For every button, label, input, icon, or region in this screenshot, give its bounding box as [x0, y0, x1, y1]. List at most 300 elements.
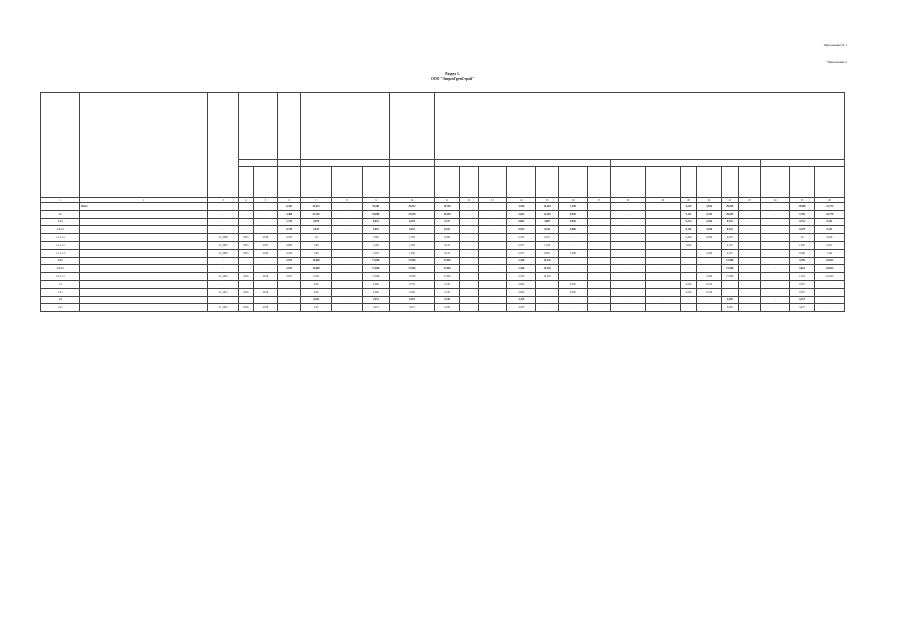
cell-value: 21_0005	[208, 249, 239, 257]
cell-value: -	[559, 257, 588, 265]
cell-value: 1,8	[301, 234, 332, 242]
cell-value: 0,595	[559, 288, 588, 296]
column-number: 8	[332, 198, 363, 203]
col-header	[459, 167, 478, 198]
cell-value: 3,475	[389, 296, 434, 304]
cell-value: 1,045	[536, 241, 559, 249]
col-header	[610, 167, 645, 198]
column-number: 16	[559, 198, 588, 203]
cell-value: 10,356	[435, 210, 460, 218]
col-header	[761, 167, 790, 198]
cell-value: -	[680, 296, 697, 304]
cell-value: 2,027	[790, 280, 815, 288]
col-header	[301, 160, 390, 167]
cell-value: 0,231	[814, 226, 844, 234]
cell-value: 2,355	[697, 210, 722, 218]
cell-value	[478, 273, 507, 281]
cell-value: 0,040	[790, 249, 815, 257]
col-header	[435, 160, 610, 167]
cell-value: 2018	[253, 304, 278, 312]
row-code: 1.3	[41, 280, 80, 288]
cell-value: -	[610, 265, 645, 273]
cell-value: 1,80	[301, 241, 332, 249]
cell-value: 3,475	[507, 296, 536, 304]
header-row	[41, 93, 845, 160]
cell-value: 3,475	[507, 304, 536, 312]
cell-value	[738, 241, 761, 249]
cell-value: 26,695	[722, 210, 739, 218]
cell-value: -	[738, 218, 761, 226]
cell-value: -	[253, 265, 278, 273]
cell-value: -	[253, 218, 278, 226]
column-number: 1	[41, 198, 80, 203]
cell-value: -	[478, 265, 507, 273]
cell-value: 4,751	[790, 218, 815, 226]
col-header	[761, 160, 845, 167]
cell-value: 6,839	[559, 210, 588, 218]
cell-value: 2,975	[278, 265, 301, 273]
cell-value: 2,204	[697, 218, 722, 226]
cell-value	[680, 273, 697, 281]
cell-value: 0,595	[559, 280, 588, 288]
col-header	[41, 93, 80, 198]
cell-value	[239, 203, 253, 211]
cell-value: 1,180	[362, 241, 389, 249]
cell-value: -	[559, 273, 588, 281]
cell-value	[645, 273, 680, 281]
column-number: 26	[814, 198, 844, 203]
cell-value: 1,440	[507, 257, 536, 265]
cell-value: 2018	[253, 273, 278, 281]
row-code: 1.2.1.1.1	[41, 273, 80, 281]
appendix-line: "Приложение 2	[826, 60, 847, 64]
column-number: 15	[536, 198, 559, 203]
cell-value: 17,060	[722, 257, 739, 265]
cell-value: -	[478, 296, 507, 304]
cell-value: 17,065	[389, 257, 434, 265]
cell-value: 17,060	[362, 273, 389, 281]
cell-value: -10,778	[814, 210, 844, 218]
col-header	[239, 167, 253, 198]
cell-value: 0,251	[536, 234, 559, 242]
cell-value	[761, 234, 790, 242]
table-row	[41, 288, 845, 296]
cell-value: -10,022	[814, 257, 844, 265]
cell-value: 3,475	[790, 304, 815, 312]
cell-value: 29,020	[722, 203, 739, 211]
cell-value	[645, 203, 680, 211]
col-header	[790, 167, 815, 198]
cell-value	[645, 249, 680, 257]
row-code: 1.2.1	[41, 257, 80, 265]
cell-value: -	[332, 226, 363, 234]
cell-value: 0,110	[680, 226, 697, 234]
col-header	[239, 160, 278, 167]
document-title-block	[0, 72, 905, 82]
table-row	[41, 265, 845, 273]
cell-value: -	[722, 280, 739, 288]
cell-value	[587, 249, 610, 257]
cell-value: -	[278, 288, 301, 296]
cell-value: 17,060	[362, 257, 389, 265]
cell-value: 2,595	[389, 288, 434, 296]
cell-value: 21_0012	[208, 304, 239, 312]
cell-value: 24,515	[301, 203, 332, 211]
col-header	[738, 167, 761, 198]
col-header	[559, 167, 588, 198]
row-name	[80, 218, 208, 226]
cell-value: 11,255	[536, 210, 559, 218]
cell-value	[761, 218, 790, 226]
cell-value	[610, 304, 645, 312]
cell-value: 0,075	[507, 249, 536, 257]
row-name	[80, 257, 208, 265]
cell-value: -	[536, 304, 559, 312]
table-row	[41, 234, 845, 242]
cell-value: -	[208, 210, 239, 218]
cell-value: 0,470	[278, 234, 301, 242]
cell-value: 2015	[239, 241, 253, 249]
cell-value: -	[738, 226, 761, 234]
cell-value: 0,016	[814, 234, 844, 242]
cell-value: 17,060	[722, 265, 739, 273]
cell-value: -	[814, 280, 844, 288]
cell-value	[587, 241, 610, 249]
cell-value: -	[239, 210, 253, 218]
row-name	[80, 234, 208, 242]
appendix-line: Приложение № 1	[823, 43, 847, 47]
cell-value	[645, 241, 680, 249]
cell-value	[738, 249, 761, 257]
cell-value: -	[587, 265, 610, 273]
cell-value: -	[610, 210, 645, 218]
row-name	[80, 241, 208, 249]
cell-value: -	[208, 226, 239, 234]
cell-value: -	[559, 296, 588, 304]
cell-value: -	[459, 218, 478, 226]
cell-value	[478, 203, 507, 211]
cell-value	[680, 249, 697, 257]
cell-value	[697, 241, 722, 249]
cell-value: 0,947	[536, 249, 559, 257]
cell-value	[738, 234, 761, 242]
col-header	[301, 167, 332, 198]
cell-value	[478, 304, 507, 312]
cell-value	[610, 288, 645, 296]
column-number: 5	[253, 198, 278, 203]
cell-value	[761, 304, 790, 312]
cell-value	[738, 304, 761, 312]
cell-value: 0,115	[435, 249, 460, 257]
cell-value: 1,735	[278, 218, 301, 226]
cell-value: -	[645, 265, 680, 273]
cell-value: 0,074	[507, 226, 536, 234]
cell-value	[761, 280, 790, 288]
cell-value: 1,250	[362, 249, 389, 257]
cell-value: 0,980	[278, 241, 301, 249]
cell-value: 0,244	[536, 226, 559, 234]
cell-value: 3,887	[536, 218, 559, 226]
table-row	[41, 273, 845, 281]
cell-value: 3,486	[278, 210, 301, 218]
cell-value	[645, 280, 680, 288]
cell-value: 17,060	[362, 265, 389, 273]
column-number: 13	[478, 198, 507, 203]
row-name	[80, 296, 208, 304]
column-number: 7	[301, 198, 332, 203]
cell-value	[738, 203, 761, 211]
cell-value: 23,095	[389, 210, 434, 218]
cell-value: 1,192	[814, 249, 844, 257]
cell-value: 2,040	[697, 249, 722, 257]
cell-value: -	[559, 234, 588, 242]
cell-value: 2,027	[790, 288, 815, 296]
col-header	[587, 167, 610, 198]
cell-value	[587, 234, 610, 242]
cell-value: 3,450	[722, 296, 739, 304]
cell-value: 2016	[239, 288, 253, 296]
column-number: 12	[459, 198, 478, 203]
cell-value: 14,204	[536, 203, 559, 211]
row-name	[80, 226, 208, 234]
cell-value: 3,610	[301, 226, 332, 234]
table-row	[41, 249, 845, 257]
cell-value	[332, 280, 363, 288]
cell-value	[738, 280, 761, 288]
cell-value: -	[761, 210, 790, 218]
cell-value: -	[239, 280, 253, 288]
cell-value	[478, 249, 507, 257]
cell-value: -	[239, 226, 253, 234]
cell-value: -	[239, 296, 253, 304]
table-row	[41, 218, 845, 226]
col-header	[814, 167, 844, 198]
cell-value: -	[478, 210, 507, 218]
cell-value	[697, 257, 722, 265]
cell-value	[761, 203, 790, 211]
cell-value: 0,739	[278, 226, 301, 234]
cell-value	[761, 257, 790, 265]
cell-value: 17,060	[722, 273, 739, 281]
col-header	[253, 167, 278, 198]
cell-value: 19,080	[790, 203, 815, 211]
cell-value: 3,610	[790, 265, 815, 273]
cell-value: -	[332, 265, 363, 273]
row-code: 1.1.1.1.2	[41, 241, 80, 249]
cell-value: 3,45	[301, 304, 332, 312]
cell-value: 21_0010	[208, 273, 239, 281]
cell-value: 2,652	[697, 203, 722, 211]
cell-value: -	[332, 296, 363, 304]
cell-value: -	[459, 241, 478, 249]
cell-value: 4,478	[790, 226, 815, 234]
cell-value	[332, 203, 363, 211]
cell-value	[587, 257, 610, 265]
cell-value: 6,445	[278, 203, 301, 211]
column-number: 14	[507, 198, 536, 203]
cell-value: 0,864	[507, 218, 536, 226]
column-number: 17	[587, 198, 610, 203]
cell-value: -	[459, 203, 478, 211]
col-header	[362, 167, 389, 198]
cell-value: -	[738, 265, 761, 273]
column-number: 10	[389, 198, 434, 203]
cell-value: 3,450	[301, 296, 332, 304]
table-row	[41, 257, 845, 265]
cell-value: 2018	[253, 288, 278, 296]
cell-value: 2015	[239, 234, 253, 242]
cell-value: 2,00	[301, 288, 332, 296]
cell-value: 3,785	[790, 257, 815, 265]
cell-value: -	[253, 226, 278, 234]
cell-value: 3,245	[435, 296, 460, 304]
column-number: 9	[362, 198, 389, 203]
cell-value: -	[459, 234, 478, 242]
cell-value: 21_0007	[208, 241, 239, 249]
cell-value: -	[459, 265, 478, 273]
row-code: 1.1.1	[41, 218, 80, 226]
cell-value: -	[459, 257, 478, 265]
column-number: 19	[645, 198, 680, 203]
cell-value: 2,350	[507, 273, 536, 281]
cell-value: -	[814, 288, 844, 296]
cell-value: 2,00	[301, 280, 332, 288]
cell-value: -	[559, 241, 588, 249]
cell-value: 0,800	[559, 226, 588, 234]
cell-value: -	[738, 210, 761, 218]
column-number: 23	[738, 198, 761, 203]
col-header	[239, 93, 278, 160]
cell-value: 15,600	[301, 265, 332, 273]
cell-value	[680, 257, 697, 265]
cell-value: 2,054	[507, 210, 536, 218]
col-header	[278, 167, 301, 198]
cell-value: 2,735	[389, 280, 434, 288]
col-header	[301, 93, 390, 160]
cell-value: 14,335	[536, 265, 559, 273]
cell-value: -	[459, 210, 478, 218]
cell-value	[645, 234, 680, 242]
column-number: 22	[722, 198, 739, 203]
cell-value: 2,040	[697, 273, 722, 281]
cell-value: -	[253, 280, 278, 288]
col-header	[435, 167, 460, 198]
cell-value	[587, 218, 610, 226]
cell-value	[738, 273, 761, 281]
cell-value	[761, 241, 790, 249]
cell-value: 0,300	[697, 234, 722, 242]
cell-value: -	[680, 265, 697, 273]
cell-value: -	[697, 265, 722, 273]
cell-value	[645, 257, 680, 265]
cell-value: 21_0006	[208, 234, 239, 242]
cell-value: 1,180	[389, 241, 434, 249]
cell-value: 2,975	[278, 273, 301, 281]
col-header	[536, 167, 559, 198]
cell-value: -	[761, 296, 790, 304]
cell-value: 2015	[239, 249, 253, 257]
cell-value: 0,244	[722, 226, 739, 234]
cell-value: -	[208, 296, 239, 304]
row-code: 1.1.1.1.1	[41, 234, 80, 242]
column-number: 20	[680, 198, 697, 203]
cell-value	[645, 288, 680, 296]
row-name	[80, 288, 208, 296]
cell-value: 3,737	[435, 218, 460, 226]
cell-value: 18,685	[362, 210, 389, 218]
cell-value	[610, 257, 645, 265]
cell-value: 17,065	[389, 265, 434, 273]
cell-value	[645, 304, 680, 312]
col-header	[332, 167, 363, 198]
column-number: 18	[610, 198, 645, 203]
col-header	[435, 93, 845, 160]
cell-value: 2,975	[278, 257, 301, 265]
cell-value: -	[459, 296, 478, 304]
cell-value: -	[332, 210, 363, 218]
row-name	[80, 210, 208, 218]
cell-value: 15,60	[301, 273, 332, 281]
cell-value: 1,80	[301, 249, 332, 257]
cell-value: 0,105	[507, 234, 536, 242]
row-code: 1.4	[41, 296, 80, 304]
cell-value: -	[697, 296, 722, 304]
col-header	[278, 160, 301, 167]
cell-value	[610, 234, 645, 242]
cell-value: 6,025	[362, 218, 389, 226]
cell-value	[610, 249, 645, 257]
cell-value	[332, 273, 363, 281]
cell-value: 21_0011	[208, 288, 239, 296]
cell-value: 1,360	[362, 234, 389, 242]
cell-value: 2,145	[435, 288, 460, 296]
cell-value: -	[761, 265, 790, 273]
cell-value: -	[208, 218, 239, 226]
row-name	[80, 249, 208, 257]
col-header	[389, 160, 434, 167]
cell-value: 14,335	[536, 257, 559, 265]
cell-value: 3,475	[389, 304, 434, 312]
column-number: 11	[435, 198, 460, 203]
cell-value: 1,020	[389, 249, 434, 257]
cell-value: -10,022	[814, 265, 844, 273]
cell-value: 2016	[239, 304, 253, 312]
cell-value: 2,040	[697, 226, 722, 234]
cell-value: -	[459, 226, 478, 234]
cell-value: 0,470	[722, 234, 739, 242]
cell-value	[208, 203, 239, 211]
cell-value: -	[645, 296, 680, 304]
cell-value	[587, 226, 610, 234]
cell-value: -	[478, 226, 507, 234]
table-body	[41, 203, 845, 312]
cell-value: 2,130	[697, 288, 722, 296]
cell-value	[697, 304, 722, 312]
table-row	[41, 296, 845, 304]
cell-value: -	[559, 265, 588, 273]
cell-value: -	[610, 218, 645, 226]
cell-value: 0,075	[507, 241, 536, 249]
cell-value	[610, 203, 645, 211]
col-header	[478, 167, 507, 198]
col-header	[645, 167, 680, 198]
row-code: 1.1.1.1.3	[41, 249, 80, 257]
cell-value: 0,876	[559, 218, 588, 226]
row-code: 1.1	[41, 210, 80, 218]
cell-value: -	[536, 288, 559, 296]
cell-value: 17,065	[389, 273, 434, 281]
cell-value: 3,475	[790, 296, 815, 304]
